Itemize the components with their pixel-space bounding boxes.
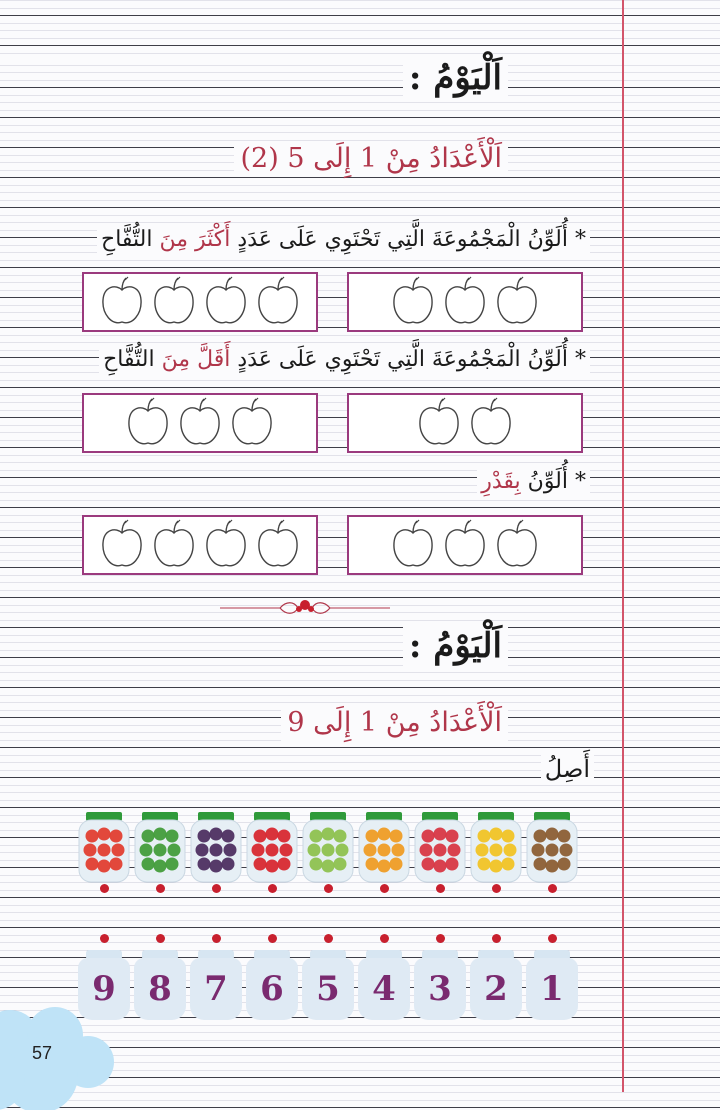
jar-number: 2 xyxy=(484,969,508,1009)
connection-dot[interactable] xyxy=(100,934,109,943)
page-number: 57 xyxy=(32,1043,53,1063)
connection-dot[interactable] xyxy=(156,934,165,943)
jar-number: 3 xyxy=(428,969,452,1009)
apple-outline-icon[interactable] xyxy=(467,397,515,449)
jar-body xyxy=(302,958,354,1020)
connection-dot[interactable] xyxy=(100,884,109,893)
number-jar[interactable] xyxy=(470,950,522,1022)
jar-body xyxy=(246,958,298,1020)
instruction-text: أُلَوِّنُ الْمَجْمُوعَةَ الَّتِي تَحْتَوِي عَلَى عَدَدٍ xyxy=(237,227,568,252)
instruction-connect: أَصِلُ xyxy=(541,754,594,784)
apple-outline-icon[interactable] xyxy=(441,276,489,328)
apple-outline-icon[interactable] xyxy=(176,397,224,449)
connection-dot-cell xyxy=(470,884,522,893)
connection-dot-cell xyxy=(302,934,354,943)
connection-dot-cell xyxy=(358,884,410,893)
number-jar[interactable] xyxy=(414,950,466,1022)
number-jar[interactable] xyxy=(134,950,186,1022)
jar-dots-row xyxy=(78,884,578,893)
jar-number: 7 xyxy=(204,969,228,1009)
connection-dot-cell xyxy=(190,884,242,893)
connection-dot-cell xyxy=(526,934,578,943)
apple-outline-icon[interactable] xyxy=(441,519,489,571)
day-label-2: اَلْيَوْمُ : xyxy=(403,626,508,666)
connection-dot[interactable] xyxy=(268,884,277,893)
connection-dot-cell xyxy=(134,934,186,943)
instruction-accent: أَقَلَّ مِنَ xyxy=(161,347,231,372)
lesson-title: اَلْأَعْدَادُ مِنْ 1 إِلَى 5 (2) xyxy=(234,141,508,177)
exercise-instruction-more xyxy=(97,225,590,255)
jar-number: 1 xyxy=(540,969,564,1009)
apple-group-box[interactable] xyxy=(347,393,583,453)
food-jars-row xyxy=(78,812,578,884)
connection-dot-cell xyxy=(358,934,410,943)
cucumbers-jar-icon[interactable] xyxy=(134,812,186,884)
day-label: اَلْيَوْمُ : xyxy=(403,58,508,98)
instruction-text-end: التُّفَّاحِ xyxy=(101,227,153,252)
connection-dot-cell xyxy=(302,884,354,893)
apple-outline-icon[interactable] xyxy=(98,519,146,571)
connection-dot-cell xyxy=(470,934,522,943)
jar-number: 4 xyxy=(372,969,396,1009)
number-jar[interactable] xyxy=(526,950,578,1022)
exercise-instruction-equal xyxy=(477,467,590,497)
connection-dot[interactable] xyxy=(436,934,445,943)
connection-dot[interactable] xyxy=(380,884,389,893)
apple-outline-icon[interactable] xyxy=(124,397,172,449)
connection-dot[interactable] xyxy=(548,934,557,943)
connection-dot-cell xyxy=(78,884,130,893)
apple-outline-icon[interactable] xyxy=(202,276,250,328)
connection-dot[interactable] xyxy=(492,884,501,893)
apricots-jar-icon[interactable] xyxy=(358,812,410,884)
strawberries-jar-icon[interactable] xyxy=(246,812,298,884)
jar-number: 8 xyxy=(148,969,172,1009)
instruction-text-end: التُّفَّاحِ xyxy=(103,347,155,372)
jar-number: 5 xyxy=(316,969,340,1009)
exercise-instruction-less xyxy=(99,345,590,375)
connection-dot-cell xyxy=(414,884,466,893)
jar-body xyxy=(358,958,410,1020)
instruction-text: أُلَوِّنُ الْمَجْمُوعَةَ الَّتِي تَحْتَوِي عَلَى عَدَدٍ xyxy=(237,347,568,372)
connection-dot[interactable] xyxy=(212,934,221,943)
jar-body xyxy=(414,958,466,1020)
bullet: * xyxy=(575,227,586,252)
corn-jar-icon[interactable] xyxy=(470,812,522,884)
apple-group-box[interactable] xyxy=(82,272,318,332)
notebook-margin-line xyxy=(622,0,624,1092)
jar-number: 9 xyxy=(92,969,116,1009)
connection-dot-cell xyxy=(246,884,298,893)
apple-outline-icon[interactable] xyxy=(202,519,250,571)
cherries-jar-icon[interactable] xyxy=(414,812,466,884)
instruction-accent: أَكْثَرَ مِنَ xyxy=(159,227,231,252)
number-jar[interactable] xyxy=(358,950,410,1022)
ornament-divider-icon xyxy=(220,598,390,618)
connection-dot-cell xyxy=(78,934,130,943)
number-jar[interactable] xyxy=(190,950,242,1022)
connection-dot[interactable] xyxy=(268,934,277,943)
bullet: * xyxy=(575,469,586,494)
jar-body xyxy=(470,958,522,1020)
number-jar[interactable] xyxy=(246,950,298,1022)
apple-group-box[interactable] xyxy=(82,515,318,575)
connection-dot[interactable] xyxy=(324,884,333,893)
jar-body xyxy=(134,958,186,1020)
apple-outline-icon[interactable] xyxy=(228,397,276,449)
apple-outline-icon[interactable] xyxy=(389,519,437,571)
apple-outline-icon[interactable] xyxy=(389,276,437,328)
connection-dot[interactable] xyxy=(492,934,501,943)
connection-dot-cell xyxy=(526,884,578,893)
lesson-title-2: اَلْأَعْدَادُ مِنْ 1 إِلَى 9 xyxy=(281,705,508,741)
cloud-decoration-icon xyxy=(0,1000,120,1110)
apple-group-box[interactable] xyxy=(82,393,318,453)
apple-outline-icon[interactable] xyxy=(150,276,198,328)
apple-group-box[interactable] xyxy=(347,515,583,575)
tomatoes-jar-icon[interactable] xyxy=(78,812,130,884)
limes-jar-icon[interactable] xyxy=(302,812,354,884)
number-jars-row xyxy=(78,950,578,1022)
instruction-text: أُلَوِّنُ xyxy=(527,469,568,494)
connection-dot-cell xyxy=(246,934,298,943)
connection-dot[interactable] xyxy=(436,884,445,893)
jar-number: 6 xyxy=(260,969,284,1009)
apple-outline-icon[interactable] xyxy=(415,397,463,449)
connection-dot-cell xyxy=(134,884,186,893)
connection-dot[interactable] xyxy=(212,884,221,893)
apple-outline-icon[interactable] xyxy=(254,276,302,328)
apple-outline-icon[interactable] xyxy=(493,276,541,328)
apple-outline-icon[interactable] xyxy=(493,519,541,571)
apple-outline-icon[interactable] xyxy=(150,519,198,571)
connection-dot[interactable] xyxy=(380,934,389,943)
mushrooms-jar-icon[interactable] xyxy=(526,812,578,884)
eggplants-jar-icon[interactable] xyxy=(190,812,242,884)
number-dots-row xyxy=(78,934,578,943)
jar-body xyxy=(526,958,578,1020)
number-jar[interactable] xyxy=(302,950,354,1022)
connection-dot[interactable] xyxy=(324,934,333,943)
bullet: * xyxy=(575,347,586,372)
connection-dot[interactable] xyxy=(548,884,557,893)
connection-dot-cell xyxy=(414,934,466,943)
instruction-accent: بِقَدْرِ xyxy=(481,469,521,494)
apple-outline-icon[interactable] xyxy=(98,276,146,328)
jar-body xyxy=(190,958,242,1020)
connection-dot[interactable] xyxy=(156,884,165,893)
connection-dot-cell xyxy=(190,934,242,943)
apple-outline-icon[interactable] xyxy=(254,519,302,571)
apple-group-box[interactable] xyxy=(347,272,583,332)
